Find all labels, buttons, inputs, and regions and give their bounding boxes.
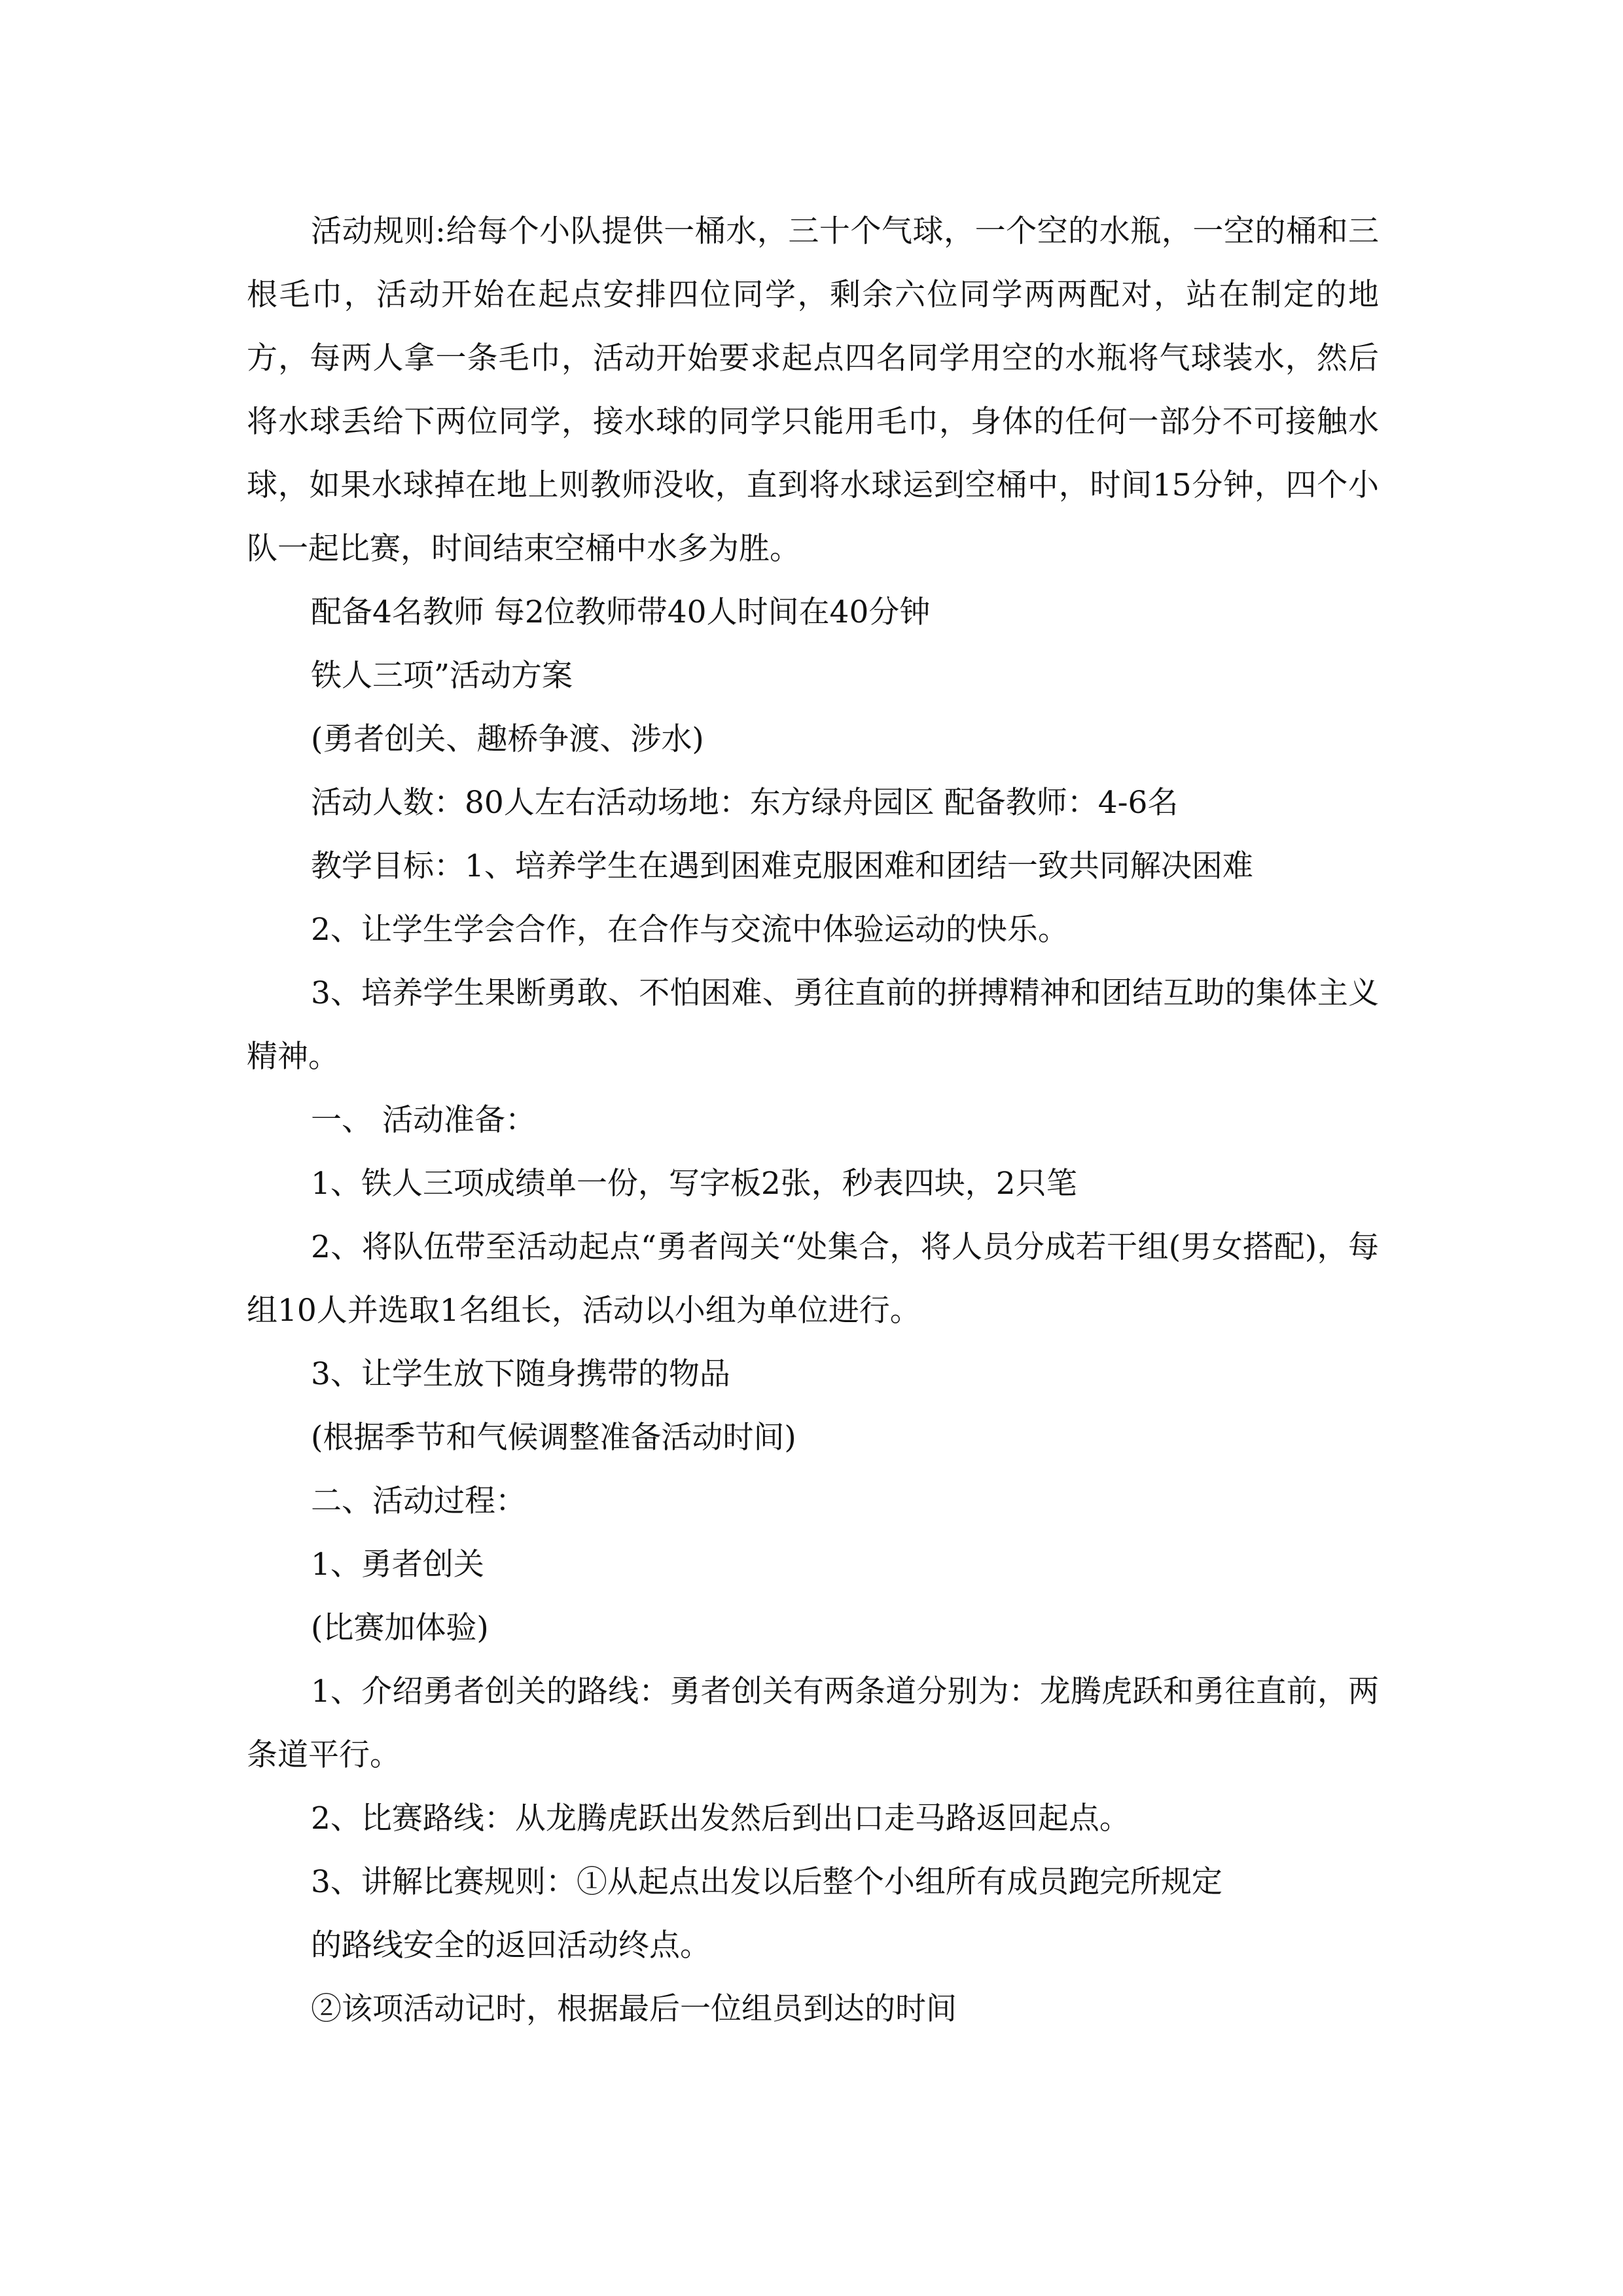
- paragraph-prep-3: 3、让学生放下随身携带的物品: [311, 1356, 730, 1392]
- heading-process: 二、活动过程：: [311, 1483, 526, 1519]
- paragraph-event-1-note: (比赛加体验): [311, 1610, 489, 1646]
- paragraph-event-1: 1、勇者创关: [311, 1547, 484, 1583]
- heading-preparation: 一、 活动准备：: [311, 1102, 536, 1138]
- paragraph-race-route: 2、比赛路线：从龙腾虎跃出发然后到出口走马路返回起点。: [311, 1801, 1130, 1837]
- paragraph-prep-note: (根据季节和气候调整准备活动时间): [311, 1420, 796, 1456]
- paragraph-teaching-goals: 教学目标：1、培养学生在遇到困难克服困难和团结一致共同解决困难: [311, 848, 1253, 884]
- paragraph-goal-3: 3、培养学生果断勇敢、不怕困难、勇往直前的拼搏精神和团结互助的集体主义精神。: [247, 975, 1379, 1075]
- paragraph-route-intro: 1、介绍勇者创关的路线：勇者创关有两条道分别为：龙腾虎跃和勇往直前，两条道平行。: [247, 1674, 1379, 1773]
- paragraph-participants: 活动人数：80人左右活动场地：东方绿舟园区 配备教师：4-6名: [311, 785, 1179, 821]
- paragraph-activity-rules: 活动规则:给每个小队提供一桶水，三十个气球，一个空的水瓶，一空的桶和三根毛巾，活动开始在起点安排四位同学，剩余六位同学两两配对，站在制定的地方，每两人拿一条毛巾，活动开始要求起点四名同学用空的水瓶将气球装水，然后将水球丢给下两位同学，接水球的同学只能用毛巾，身体的任何一部分不可接触水球，如果水球掉在地上则教师没收，直到将水球运到空桶中，时间15分钟，四个小队一起比赛，时间结束空桶中水多为胜。: [247, 213, 1379, 567]
- paragraph-prep-2: 2、将队伍带至活动起点“勇者闯关“处集合，将人员分成若干组(男女搭配)，每组10人并选取1名组长，活动以小组为单位进行。: [247, 1229, 1379, 1329]
- paragraph-race-rules-cont: 的路线安全的返回活动终点。: [311, 1928, 711, 1964]
- paragraph-prep-1: 1、铁人三项成绩单一份，写字板2张，秒表四块，2只笔: [311, 1166, 1077, 1202]
- paragraph-timing-rule: ②该项活动记时，根据最后一位组员到达的时间: [311, 1991, 957, 2027]
- paragraph-race-rules: 3、讲解比赛规则：①从起点出发以后整个小组所有成员跑完所规定: [311, 1864, 1222, 1900]
- paragraph-teacher-allocation: 配备4名教师 每2位教师带40人时间在40分钟: [311, 594, 931, 630]
- paragraph-plan-events: (勇者创关、趣桥争渡、涉水): [311, 721, 704, 757]
- paragraph-plan-title: 铁人三项”活动方案: [311, 658, 573, 694]
- document-body: [247, 200, 1379, 2041]
- paragraph-goal-2: 2、让学生学会合作，在合作与交流中体验运动的快乐。: [311, 912, 1069, 948]
